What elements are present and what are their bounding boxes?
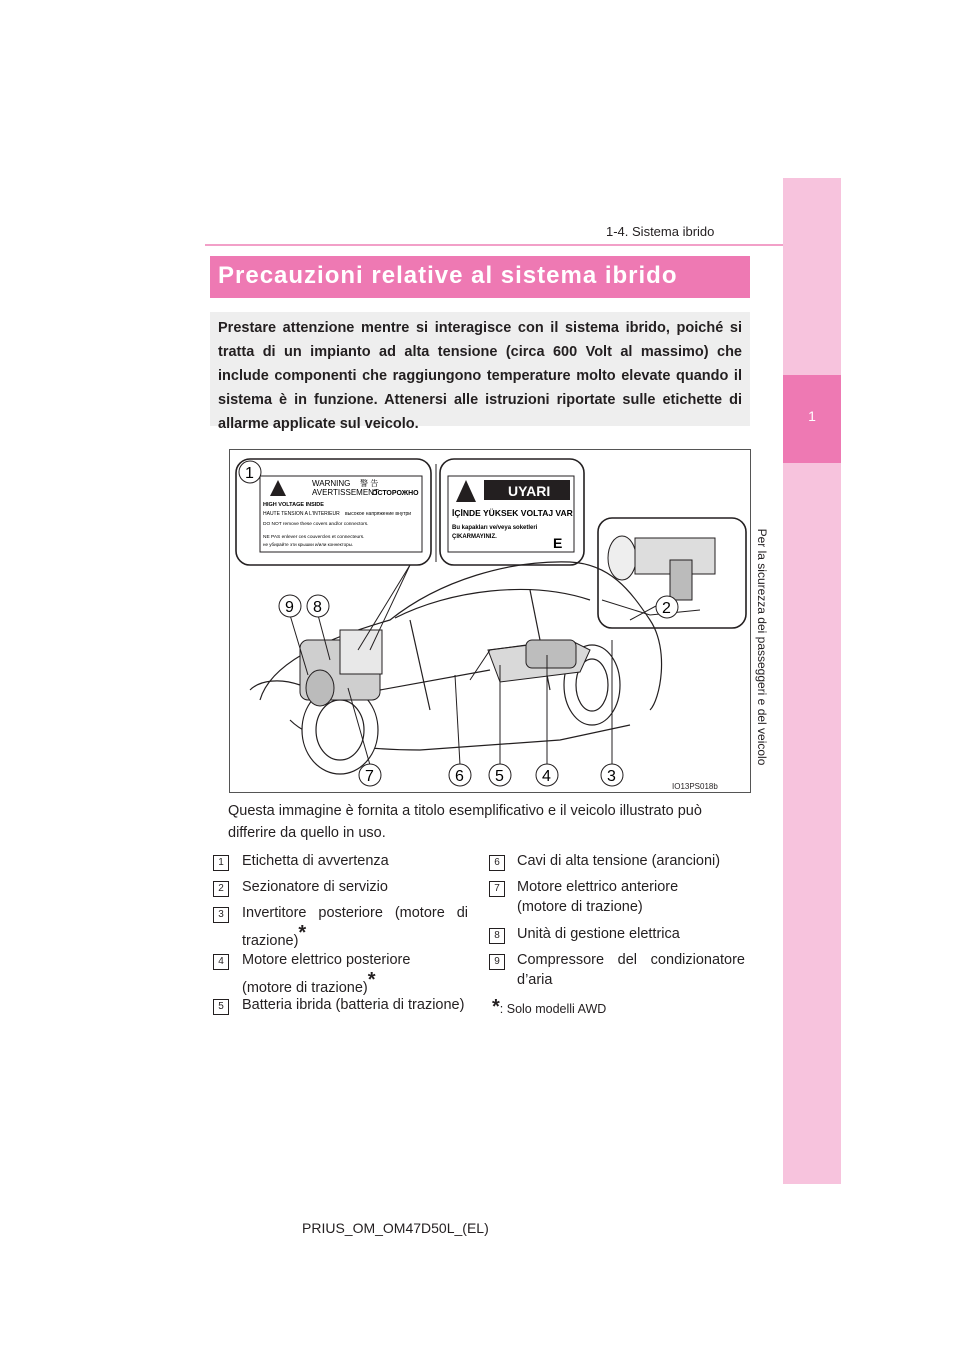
legend-item-4 [242,950,452,998]
footnote-text: : Solo modelli AWD [499,1002,607,1016]
label1-jp1: 警 告 [360,479,379,488]
legend-num: 8 [489,928,505,944]
legend-text: Motore elettrico posteriore (motore di trazione) [242,952,411,996]
label2-uyari: UYARI [508,483,551,499]
callout-3: 3 [607,768,616,785]
legend-num: 7 [489,881,505,897]
figure-caption: Questa immagine è fornita a titolo esemplificativo e il veicolo illustrato può differire da quello in uso. [228,803,702,841]
label1-hv: HIGH VOLTAGE INSIDE [263,502,324,508]
callout-1: 1 [245,465,254,482]
callout-6: 6 [455,768,464,785]
warning-label-group [236,459,584,565]
label2-line2: Bu kapakları ve/veya soketleri [452,525,538,531]
footnote [492,996,606,1019]
label1-line2: AVERTISSEMENT [312,488,379,497]
label2-line1: İÇİNDE YÜKSEK VOLTAJ VAR [452,508,573,518]
legend-text: Cavi di alta tensione (arancioni) [517,853,721,869]
section-reference: 1-4. Sistema ibrido [606,224,715,239]
intro-text: Prestare attenzione mentre si interagisce con il sistema ibrido, poiché si tratta di un impianto ad alta tensione (circa 600 Volt al massimo) che include componenti che raggiungono temperature molto elevate quando il sistema è in funzione. Attenersi alle istruzioni riportate sulle etichette di allarme applicate sul veicolo. [218,320,742,432]
callout-7: 7 [365,768,374,785]
label1-line1: WARNING [312,479,351,488]
legend-text: Sezionatore di servizio [242,879,388,895]
legend-text: Batteria ibrida (batteria di trazione) [242,997,465,1013]
legend-text: Etichetta di avvertenza [242,853,389,869]
legend-num: 9 [489,954,505,970]
legend-num: 2 [213,881,229,897]
header-rule [205,244,836,246]
legend-num: 6 [489,855,505,871]
label1-hv-fr: HAUTE TENSION A L'INTERIEUR [263,511,340,517]
label1-ru1: ОСТОРОЖНО [372,490,419,497]
legend-num: 3 [213,907,229,923]
footnote-mark: * [298,922,307,944]
label2-line3: ÇIKARMAYINIZ. [452,534,497,540]
legend-text: Unità di gestione elettrica [517,926,680,942]
legend-item-3 [242,903,468,951]
chapter-side-tab [783,178,841,1184]
page-title: Precauzioni relative al sistema ibrido [218,262,678,289]
hybrid-system-figure [229,449,751,793]
label1-ru2: высокое напряжение внутри [345,511,412,517]
footnote-mark: * [367,969,376,991]
label1-ne-pas: NE PAS enlever ces couvercles et connecteurs. [263,535,365,540]
document-code: PRIUS_OM_OM47D50L_(EL) [302,1220,489,1236]
callout-2: 2 [662,600,671,617]
callout-9: 9 [285,599,294,616]
chapter-title: Per la sicurezza dei passeggeri e del veicolo [755,528,769,766]
label1-ru3: не убирайте эти крышки и/или коннекторы. [263,542,354,547]
callout-8: 8 [313,599,322,616]
legend-num: 5 [213,999,229,1015]
footnote-mark: * [492,996,500,1018]
callout-5: 5 [495,768,504,785]
callout-4: 4 [542,768,551,785]
legend-text: Invertitore posteriore (motore di trazione) [242,905,468,949]
chapter-number: 1 [808,408,816,424]
label2-mark: E [553,535,563,551]
legend-text: Compressore del condizionatore d’aria [517,952,745,988]
figure-code: IO13PS018b [672,782,718,791]
label1-do-not: DO NOT remove these covers and/or connectors. [263,522,369,527]
legend-num: 1 [213,855,229,871]
legend-num: 4 [213,954,229,970]
car-illustration [230,450,750,792]
legend-text: Motore elettrico anteriore (motore di trazione) [517,879,679,915]
